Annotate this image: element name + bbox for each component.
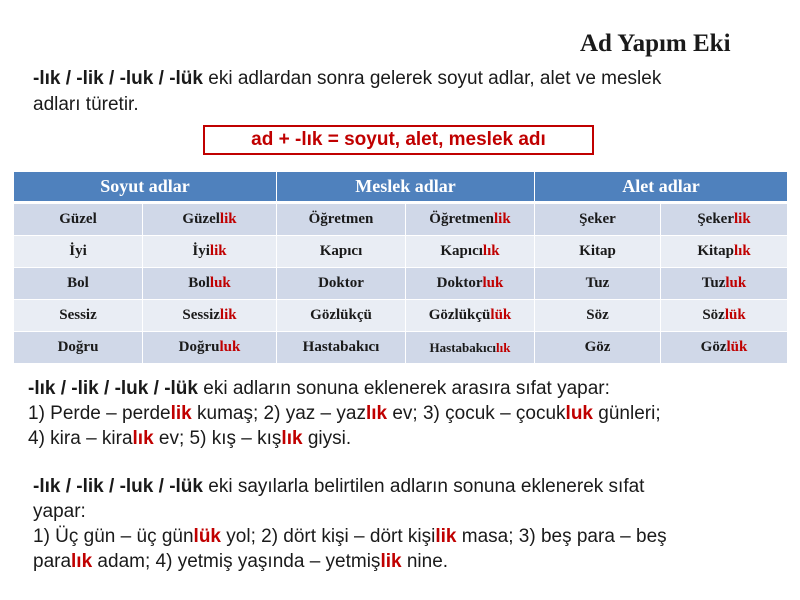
- text-segment: giysi.: [302, 428, 352, 449]
- base-word: İyi: [69, 243, 87, 259]
- suffix-highlight: lük: [193, 526, 221, 547]
- base-word-cell: [14, 332, 143, 364]
- paragraph-adjective-usage: [28, 376, 798, 451]
- derived-word-cell: [661, 268, 788, 300]
- intro-paragraph: [33, 66, 778, 118]
- text-segment: 4) kira – kira: [28, 428, 133, 449]
- word-stem: Hastabakıcı: [429, 339, 496, 355]
- base-word-cell: [277, 268, 406, 300]
- suffix-highlight: lik: [435, 526, 457, 547]
- derived-word-cell: [406, 332, 535, 364]
- suffix-highlight: lık: [132, 428, 154, 449]
- derived-word-cell: [143, 300, 277, 332]
- word-stem: Doğru: [178, 339, 220, 355]
- base-word-cell: [277, 236, 406, 268]
- derived-word-cell: [143, 203, 277, 236]
- base-word: Doğru: [57, 339, 99, 355]
- intro-text-line2: adları türetir.: [33, 94, 139, 115]
- base-word-cell: [14, 268, 143, 300]
- derived-word-cell: [143, 236, 277, 268]
- word-stem: Bol: [188, 275, 210, 291]
- word-stem: Şeker: [697, 211, 734, 227]
- suffix-list: -lık / -lik / -luk / -lük: [28, 378, 198, 399]
- word-suffix: lük: [490, 307, 512, 323]
- table-body: [14, 203, 788, 364]
- suffix-highlight: lik: [380, 551, 402, 572]
- suffix-highlight: luk: [565, 403, 593, 424]
- word-suffix: luk: [482, 275, 504, 291]
- table-header-row: [14, 172, 788, 203]
- paragraph-line: [28, 401, 798, 426]
- text-segment: eki adların sonuna eklenerek arasıra sıfat yapar:: [197, 378, 610, 399]
- base-word-cell: [14, 203, 143, 236]
- word-stem: İyi: [192, 243, 210, 259]
- table-row: [14, 300, 788, 332]
- table-row: [14, 332, 788, 364]
- derived-word-cell: [143, 268, 277, 300]
- word-stem: Doktor: [436, 275, 483, 291]
- text-segment: 1) Üç gün – üç gün: [33, 526, 194, 547]
- text-segment: kumaş; 2) yaz – yaz: [191, 403, 366, 424]
- paragraph-line: [33, 474, 793, 499]
- derived-word-cell: [406, 300, 535, 332]
- word-suffix: lık: [482, 243, 500, 259]
- word-stem: Göz: [700, 339, 727, 355]
- word-suffix: luk: [209, 275, 231, 291]
- text-segment: para: [33, 551, 72, 572]
- text-segment: nine.: [401, 551, 449, 572]
- table-row: [14, 236, 788, 268]
- derived-word-cell: [406, 236, 535, 268]
- base-word: Göz: [584, 339, 611, 355]
- text-segment: yapar:: [33, 501, 86, 522]
- suffix-list: -lık / -lik / -luk / -lük: [33, 476, 203, 497]
- base-word: Kapıcı: [319, 243, 363, 259]
- word-stem: Tuz: [701, 275, 726, 291]
- intro-suffixes: -lık / -lik / -luk / -lük: [33, 68, 203, 89]
- paragraph-line: [33, 499, 793, 524]
- word-suffix: lık: [496, 339, 511, 355]
- word-stem: Kitap: [697, 243, 734, 259]
- word-stem: Öğretmen: [429, 211, 494, 227]
- header-alet-adlar: Alet adlar: [535, 172, 788, 203]
- word-suffix: lük: [724, 307, 746, 323]
- base-word: Öğretmen: [308, 211, 374, 227]
- word-suffix: luk: [725, 275, 747, 291]
- paragraph-line: [28, 426, 798, 451]
- base-word: Şeker: [579, 211, 616, 227]
- word-stem: Kapıcı: [440, 243, 483, 259]
- text-segment: adam; 4) yetmiş yaşında – yetmiş: [92, 551, 381, 572]
- base-word: Doktor: [318, 275, 364, 291]
- text-segment: ev; 3) çocuk – çocuk: [387, 403, 566, 424]
- text-segment: günleri;: [593, 403, 661, 424]
- table-row: [14, 203, 788, 236]
- derived-word-cell: [661, 236, 788, 268]
- derived-word-cell: [143, 332, 277, 364]
- suffix-highlight: lık: [281, 428, 303, 449]
- formula-box: ad + -lık = soyut, alet, meslek adı: [203, 125, 594, 155]
- intro-text-line1: eki adlardan sonra gelerek soyut adlar, alet ve meslek: [202, 68, 662, 89]
- text-segment: 1) Perde – perde: [28, 403, 171, 424]
- base-word: Hastabakıcı: [302, 339, 380, 355]
- header-soyut-adlar: Soyut adlar: [14, 172, 277, 203]
- base-word: Gözlükçü: [310, 307, 372, 323]
- word-suffix: lik: [219, 307, 237, 323]
- derived-word-cell: [406, 268, 535, 300]
- base-word-cell: [277, 300, 406, 332]
- base-word: Kitap: [579, 243, 616, 259]
- base-word-cell: [535, 300, 661, 332]
- suffix-highlight: lık: [71, 551, 93, 572]
- derived-word-cell: [661, 203, 788, 236]
- word-suffix: lik: [209, 243, 227, 259]
- base-word-cell: [535, 268, 661, 300]
- paragraph-line: [33, 524, 793, 549]
- paragraph-line: [28, 376, 798, 401]
- text-segment: yol; 2) dört kişi – dört kişi: [221, 526, 436, 547]
- base-word-cell: [14, 300, 143, 332]
- base-word-cell: [535, 332, 661, 364]
- text-segment: masa; 3) beş para – beş: [456, 526, 667, 547]
- word-suffix: lik: [494, 211, 511, 227]
- word-suffix: lik: [219, 211, 237, 227]
- suffix-highlight: lık: [365, 403, 388, 424]
- base-word: Bol: [67, 275, 89, 291]
- base-word: Tuz: [585, 275, 610, 291]
- derived-word-cell: [406, 203, 535, 236]
- base-word-cell: [277, 332, 406, 364]
- text-segment: ev; 5) kış – kış: [153, 428, 282, 449]
- derived-word-cell: [661, 300, 788, 332]
- base-word-cell: [535, 236, 661, 268]
- word-stem: Söz: [702, 307, 725, 323]
- base-word-cell: [535, 203, 661, 236]
- table-row: [14, 268, 788, 300]
- text-segment: eki sayılarla belirtilen adların sonuna eklenerek sıfat: [202, 476, 645, 497]
- header-meslek-adlar: Meslek adlar: [277, 172, 535, 203]
- word-stem: Güzel: [182, 211, 220, 227]
- word-suffix: lük: [726, 339, 748, 355]
- word-stem: Sessiz: [182, 307, 220, 323]
- suffix-highlight: lik: [170, 403, 192, 424]
- word-suffix: lik: [734, 211, 751, 227]
- derived-word-cell: [661, 332, 788, 364]
- paragraph-line: [33, 549, 793, 574]
- page-title: Ad Yapım Eki: [580, 30, 731, 57]
- word-suffix: lık: [734, 243, 751, 259]
- base-word: Sessiz: [59, 307, 97, 323]
- suffix-table: [13, 171, 788, 364]
- paragraph-number-adjective-usage: [33, 474, 793, 574]
- base-word-cell: [14, 236, 143, 268]
- base-word-cell: [277, 203, 406, 236]
- word-suffix: luk: [219, 339, 241, 355]
- base-word: Söz: [586, 307, 609, 323]
- word-stem: Gözlükçü: [428, 307, 491, 323]
- base-word: Güzel: [59, 211, 97, 227]
